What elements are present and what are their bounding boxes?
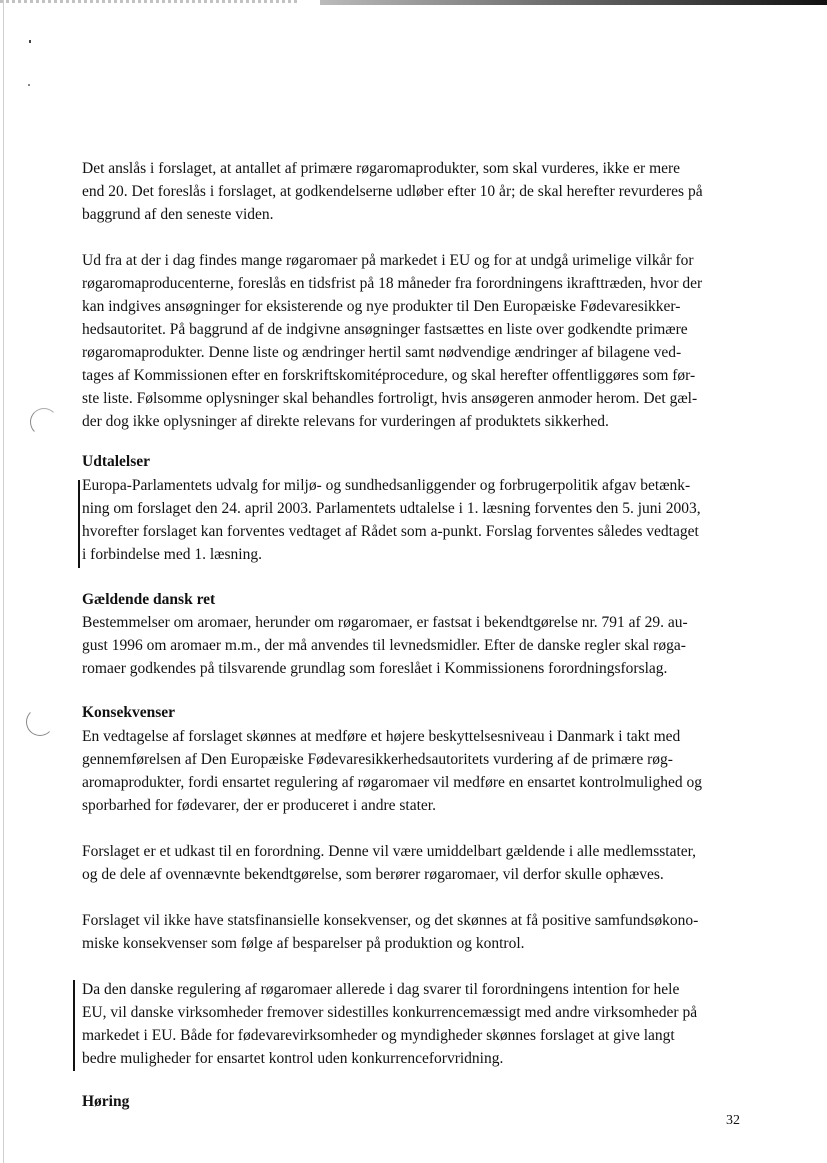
text-line: Forslaget vil ikke have statsfinansielle konsekvenser, og det skønnes at få positive samfundsøkono-	[82, 912, 699, 929]
paragraph-gaeldende-dansk-ret	[82, 611, 754, 680]
paragraph-konsekvenser	[82, 725, 754, 817]
text-line: i forbindelse med 1. læsning.	[82, 546, 262, 563]
text-line: hedsautoritet. På baggrund af de indgivne ansøgninger fastsættes en liste over godkendte primære	[82, 321, 688, 338]
revision-bar	[78, 480, 80, 568]
text-line: miske konsekvenser som følge af besparelser på produktion og kontrol.	[82, 935, 525, 952]
text-line: og de dele af ovennævnte bekendtgørelse, som berører røgaromaer, vil derfor skulle ophæves.	[82, 866, 664, 883]
heading-konsekvenser: Konsekvenser	[82, 704, 175, 721]
punch-hole-mark	[26, 708, 54, 736]
revision-bar	[73, 980, 75, 1071]
text-line: Forslaget er et udkast til en forordning. Denne vil være umiddelbart gældende i alle medlemsstater,	[82, 843, 697, 860]
text-line: tages af Kommissionen efter en forskriftskomitéprocedure, og skal herefter offentliggøres som før-	[82, 367, 696, 384]
scan-edge-artifact	[3, 0, 4, 1163]
text-line: sporbarhed for fødevarer, der er produceret i andre stater.	[82, 797, 436, 814]
paragraph-regulering	[82, 978, 754, 1070]
text-line: Da den danske regulering af røgaromaer allerede i dag svarer til forordningens intention for hele	[82, 981, 680, 998]
text-line: bedre muligheder for ensartet kontrol uden konkurrenceforvridning.	[82, 1050, 504, 1067]
text-line: Ud fra at der i dag findes mange røgaromaer på markedet i EU og for at undgå urimelige vilkår for	[82, 252, 694, 269]
text-line: EU, vil danske virksomheder fremover sidestilles konkurrencemæssigt med andre virksomheder på	[82, 1004, 698, 1021]
paragraph-statsfinansielle	[82, 909, 754, 955]
paragraph-forordning	[82, 840, 754, 886]
paragraph-antal	[82, 157, 754, 226]
text-line: der dog ikke oplysninger af direkte relevans for vurderingen af produktets sikkerhed.	[82, 413, 609, 430]
scan-edge-artifact	[320, 0, 827, 5]
text-line: røgaromaproducenterne, foreslås en tidsfrist på 18 måneder fra forordningens ikrafttræden, hvor der	[82, 275, 703, 292]
paragraph-udtalelser	[82, 474, 754, 566]
text-line: En vedtagelse af forslaget skønnes at medføre et højere beskyttelsesniveau i Danmark i takt med	[82, 728, 681, 745]
text-line: Bestemmelser om aromaer, herunder om røgaromaer, er fastsat i bekendtgørelse nr. 791 af 29. au-	[82, 614, 688, 631]
text-line: Det anslås i forslaget, at antallet af primære røgaromaprodukter, som skal vurderes, ikke er mere	[82, 160, 681, 177]
scan-speck	[29, 40, 31, 43]
page-number: 32	[726, 1113, 740, 1128]
text-line: røgaromaprodukter. Denne liste og ændringer hertil samt nødvendige ændringer af bilagene ved-	[82, 344, 682, 361]
scan-edge-artifact	[0, 0, 300, 3]
punch-hole-mark	[30, 408, 58, 436]
text-line: baggrund af den seneste viden.	[82, 206, 274, 223]
heading-udtalelser: Udtalelser	[82, 453, 151, 470]
text-line: gust 1996 om aromaer m.m., der må anvendes til levnedsmidler. Efter de danske regler skal røga-	[82, 637, 686, 654]
text-line: kan indgives ansøgninger for eksisterende og nye produkter til Den Europæiske Fødevaresikker-	[82, 298, 681, 315]
scan-speck	[28, 84, 30, 86]
text-line: hvorefter forslaget kan forventes vedtaget af Rådet som a-punkt. Forslag forventes således vedtaget	[82, 523, 699, 540]
paragraph-tidsfrist	[82, 249, 754, 433]
text-line: ste liste. Følsomme oplysninger skal behandles fortroligt, hvis ansøgeren anmoder herom. Det gæl-	[82, 390, 698, 407]
text-line: ning om forslaget den 24. april 2003. Parlamentets udtalelse i 1. læsning forventes den 5. juni 2003,	[82, 500, 701, 517]
text-line: romaer godkendes på tilsvarende grundlag som foreslået i Kommissionens forordningsforslag.	[82, 660, 668, 677]
text-line: aromaprodukter, fordi ensartet regulering af røgaromaer vil medføre en ensartet kontrolmulighed og	[82, 774, 703, 791]
text-line: gennemførelsen af Den Europæiske Fødevaresikkerhedsautoritets vurdering af de primære røg-	[82, 751, 673, 768]
heading-gaeldende-dansk-ret: Gældende dansk ret	[82, 591, 216, 608]
text-line: markedet i EU. Både for fødevarevirksomheder og myndigheder skønnes forslaget at give langt	[82, 1027, 675, 1044]
heading-horing: Høring	[82, 1093, 130, 1110]
text-line: end 20. Det foreslås i forslaget, at godkendelserne udløber efter 10 år; de skal herefter revurderes på	[82, 183, 703, 200]
text-line: Europa-Parlamentets udvalg for miljø- og sundhedsanliggender og forbrugerpolitik afgav betænk-	[82, 477, 691, 494]
